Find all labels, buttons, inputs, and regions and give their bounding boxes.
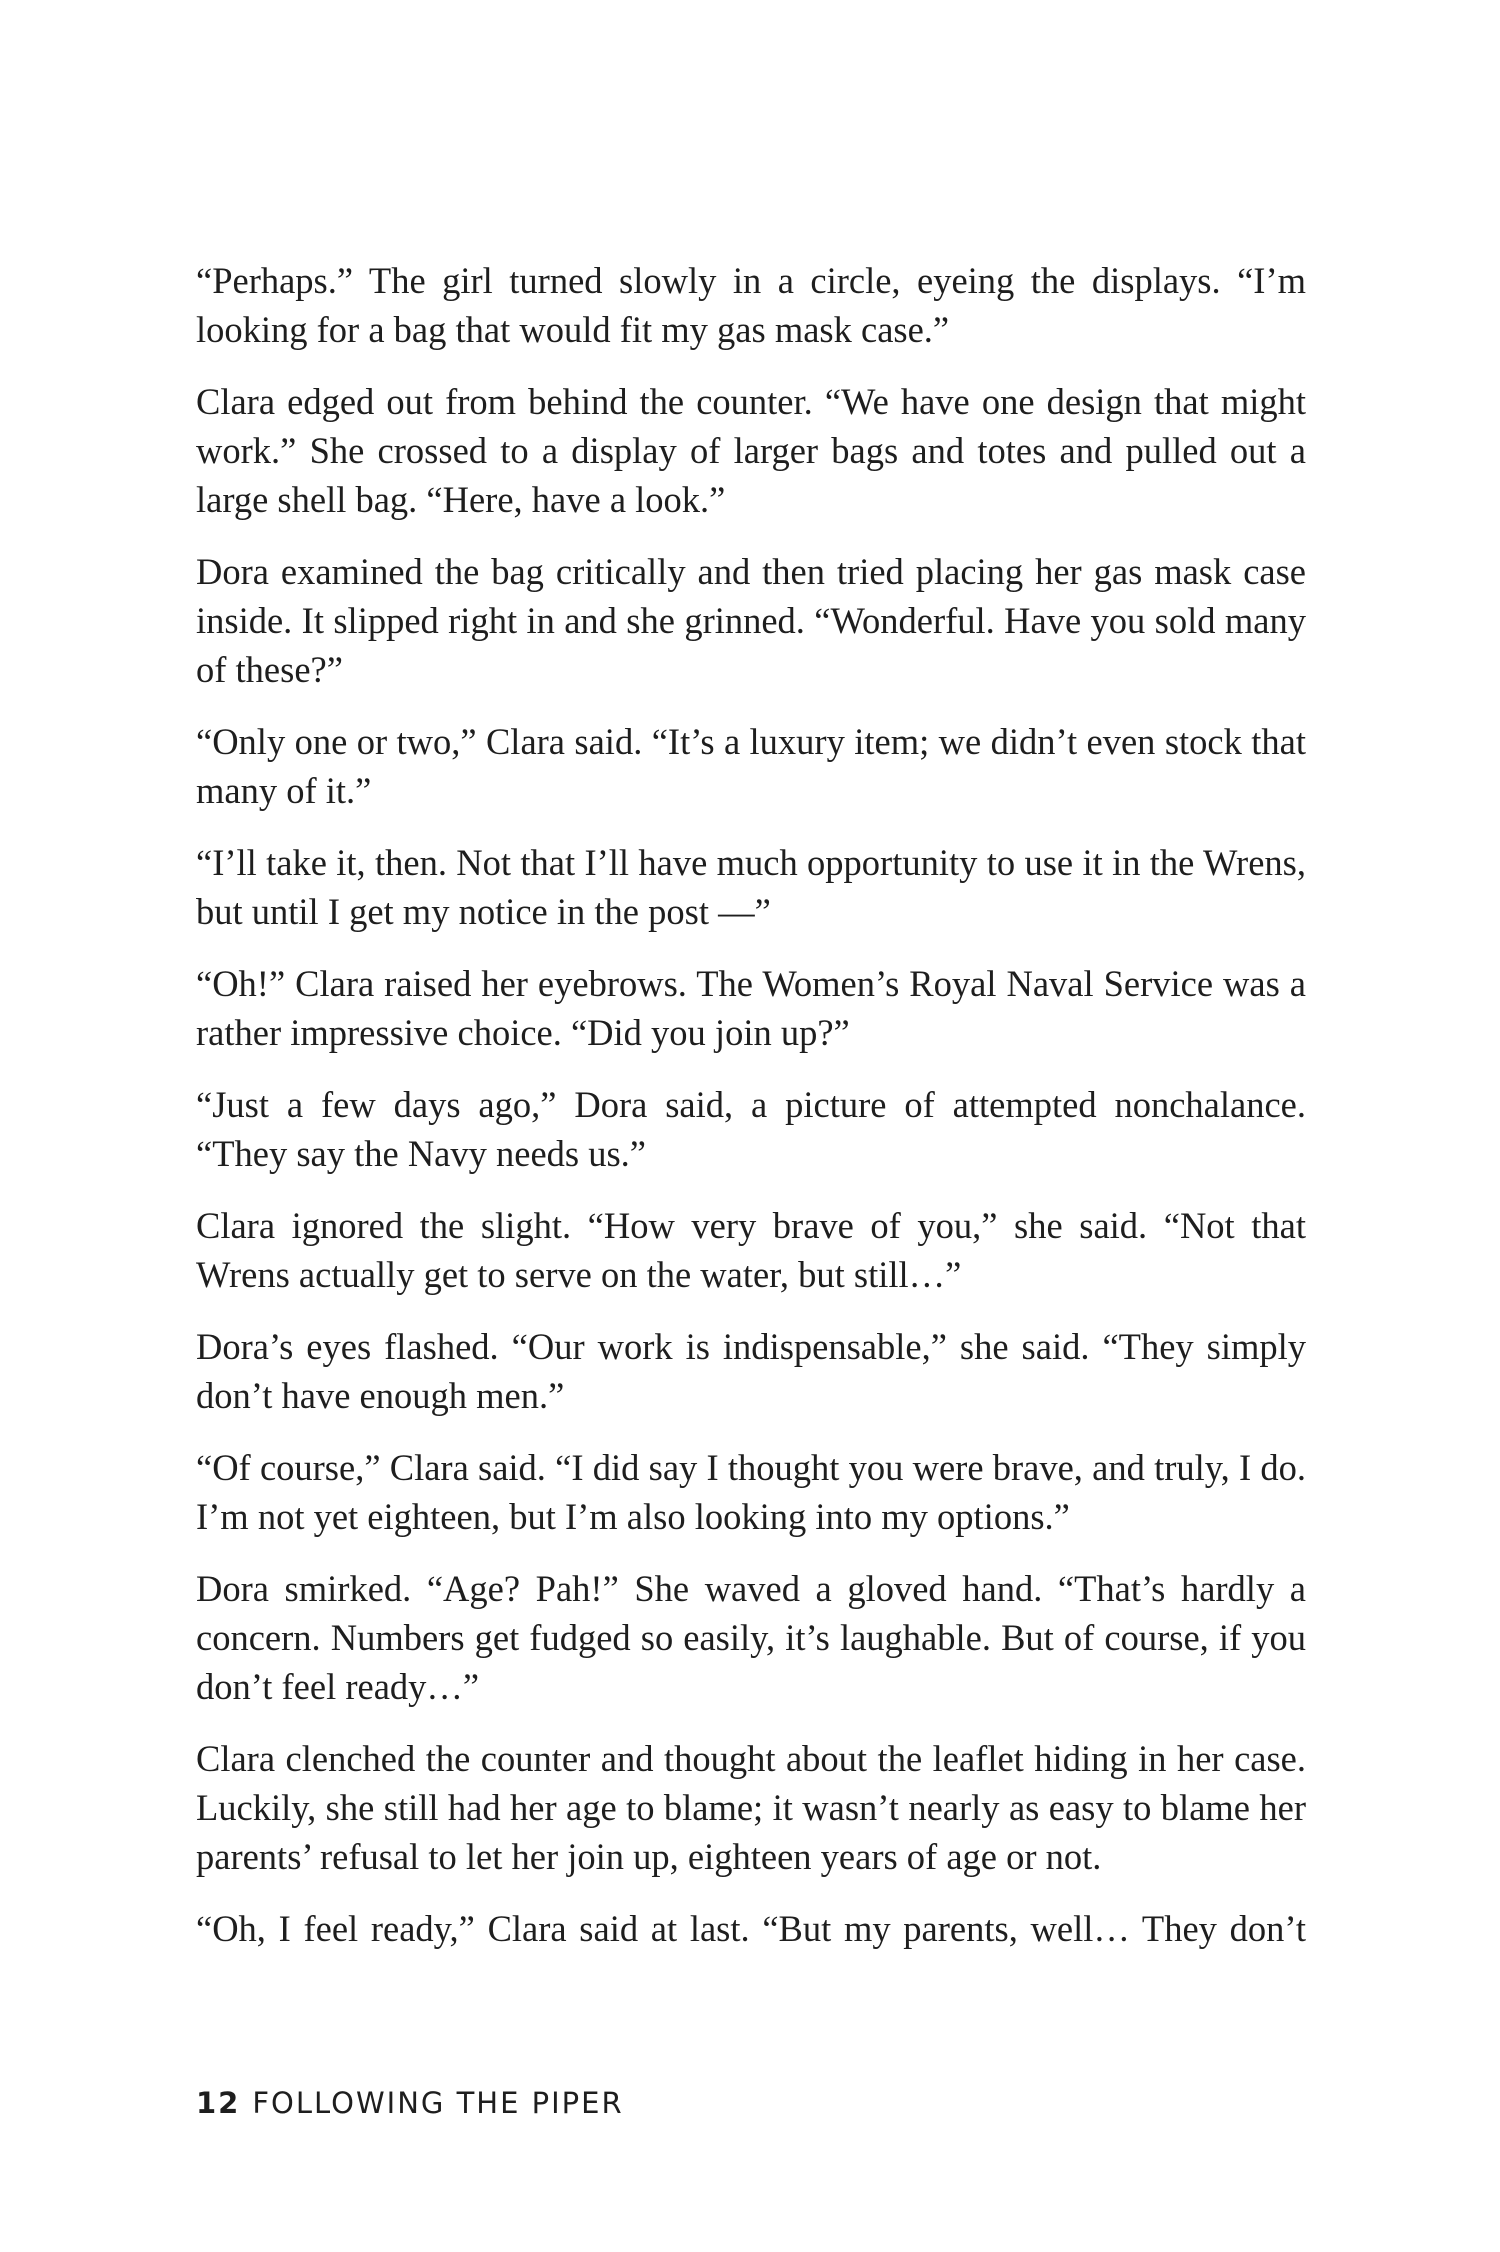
paragraph: Clara clenched the counter and thought about the leaflet hiding in her case. Luckily, she still had her age to blame; it wasn’t nearly as easy to blame her parents’ refusal to let her join up, eighteen years of age or not. bbox=[196, 1738, 1306, 1877]
paragraph: Clara edged out from behind the counter. “We have one design that might work.” She crossed to a display of larger bags and totes and pulled out a large shell bag. “Here, have a look.” bbox=[196, 381, 1306, 520]
paragraph: “Oh, I feel ready,” Clara said at last. “But my parents, well… They don’t bbox=[196, 1908, 1306, 1949]
paragraph: “Of course,” Clara said. “I did say I thought you were brave, and truly, I do. I’m not yet eighteen, but I’m also looking into my options.” bbox=[196, 1447, 1306, 1537]
paragraph: Dora’s eyes flashed. “Our work is indispensable,” she said. “They simply don’t have enough men.” bbox=[196, 1326, 1306, 1416]
paragraph: “I’ll take it, then. Not that I’ll have much opportunity to use it in the Wrens, but until I get my notice in the post —” bbox=[196, 842, 1306, 932]
paragraph: “Perhaps.” The girl turned slowly in a circle, eyeing the displays. “I’m looking for a bag that would fit my gas mask case.” bbox=[196, 260, 1306, 350]
paragraph: “Oh!” Clara raised her eyebrows. The Women’s Royal Naval Service was a rather impressive choice. “Did you join up?” bbox=[196, 963, 1306, 1053]
book-title: FOLLOWING THE PIPER bbox=[252, 2086, 624, 2120]
paragraph: Clara ignored the slight. “How very brave of you,” she said. “Not that Wrens actually get to serve on the water, but still…” bbox=[196, 1205, 1306, 1295]
paragraph: Dora examined the bag critically and then tried placing her gas mask case inside. It slipped right in and she grinned. “Wonderful. Have you sold many of these?” bbox=[196, 551, 1306, 690]
paragraph: Dora smirked. “Age? Pah!” She waved a gloved hand. “That’s hardly a concern. Numbers get fudged so easily, it’s laughable. But of course, if you don’t feel ready…” bbox=[196, 1568, 1306, 1707]
body-text bbox=[196, 256, 1306, 1953]
page-number: 12 bbox=[196, 2086, 241, 2120]
paragraph: “Just a few days ago,” Dora said, a picture of attempted nonchalance. “They say the Navy needs us.” bbox=[196, 1084, 1306, 1174]
running-footer bbox=[196, 2086, 624, 2120]
paragraph: “Only one or two,” Clara said. “It’s a luxury item; we didn’t even stock that many of it.” bbox=[196, 721, 1306, 811]
